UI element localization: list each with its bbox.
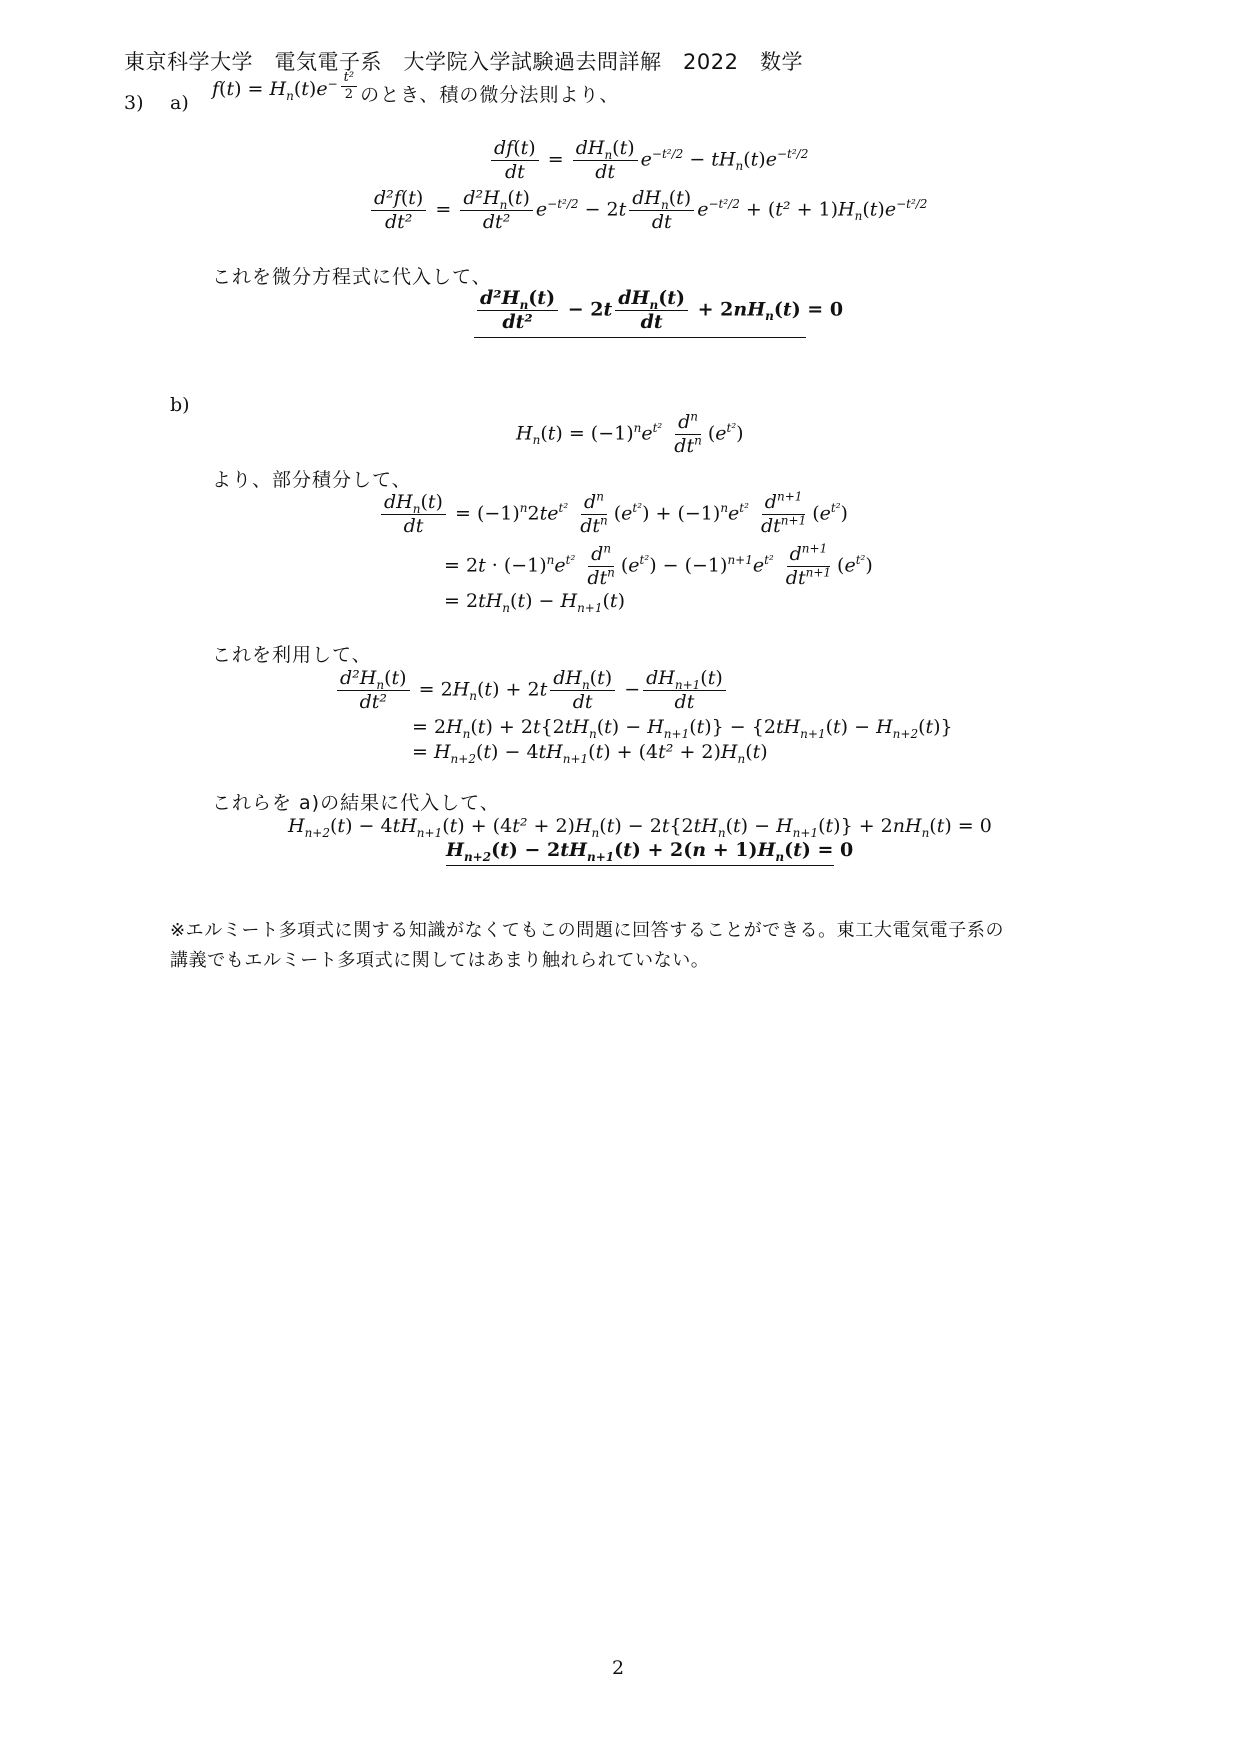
equation-dHn-line3: = $2tH_n(t) - H_{n+1}(t)$ [444, 590, 625, 615]
hermite-definition: $H_n(t) = (-1)^ne^{t^2}$ $\frac{d^n}{dt^n}$ $(e^{t^2})$ [516, 409, 744, 457]
part-b-substitute-text: これらを a)の結果に代入して、 [212, 792, 500, 814]
equation-d2Hn-line1: $\frac{d^2H_n(t)}{\text{dt²}}$ = $2H_n(t) + 2t$ $\frac{dH_n(t)}{dt}$ − $\frac{dH_{n+1}(t)}{dt}$ [334, 668, 729, 713]
equation-d2Hn-line3: = $H_{n+2}(t) - 4tH_{n+1}(t) + (4t^2 + 2)H_n(t)$ [412, 741, 768, 766]
equation-dHn-line2: = $2t \cdot (-1)^ne^{t^2}$ $\frac{d^n}{dt^n}$ $(e^{t^2}) - (-1)^{n+1}e^{t^2}$ $\frac{d^{n+1}}{dt^{n+1}}$ $(e^{t^2})$ [444, 541, 873, 589]
equation-first-derivative: $\frac{df(t)}{dt}$ = $\frac{dH_n(t)}{dt}$ $e^{-t^2/2} - tH_n(t)e^{-t^2/2}$ [488, 138, 808, 183]
part-a-substitute-text: これを微分方程式に代入して、 [212, 266, 492, 288]
part-b-result: $H_{n+2}(t) - 2tH_{n+1}(t) + 2(n + 1)H_n(t) = 0$ [446, 839, 834, 866]
page-number: 2 [612, 1657, 625, 1679]
equation-dHn-line1: $\frac{dH_n(t)}{dt}$ = $(-1)^n2te^{t^2}$ $\frac{d^n}{dt^n}$ $(e^{t^2}) + (-1)^ne^{t^2}$ $\frac{d^{n+1}}{dt^{n+1}}$ $(e^{t^2})$ [378, 492, 848, 537]
note-line-2: 講義でもエルミート多項式に関してはあまり触れられていない。 [170, 950, 710, 971]
part-a-label: a) [170, 92, 189, 114]
part-a-intro-text: のとき、積の微分法則より、 [360, 84, 620, 107]
problem-number: 3) [124, 92, 144, 114]
equation-second-derivative: $\frac{\text{d²f(t)}}{\text{dt²}}$ = $\frac{d^2H_n(t)}{\text{dt²}}$ $e^{-t^2/2} - 2t$ $\frac{dH_n(t)}{dt}$ $e^{-t^2/2} + (t^2 + 1)H_n(t)e^{-t^2/2}$ [368, 188, 927, 233]
page-header-title: 東京科学大学 電気電子系 大学院入学試験過去問詳解 2022 数学 [124, 50, 803, 74]
part-b-integration-text: より、部分積分して、 [212, 469, 412, 491]
equation-d2Hn-line2: = $2H_n(t) + 2t\{2tH_n(t) - H_{n+1}(t)\} - \{2tH_{n+1}(t) - H_{n+2}(t)\}$ [412, 716, 953, 741]
part-a-definition: $f(t) = H_n(t)e^{- \frac{\text{t²}}{2}}$ のとき、積の微分法則より、 [212, 69, 620, 107]
part-b-use-text: これを利用して、 [212, 644, 372, 666]
note-block [170, 916, 1004, 976]
note-line-1: ※エルミート多項式に関する知識がなくてもこの問題に回答することができる。東工大電気電子系の [170, 920, 1005, 941]
part-b-label: b) [170, 394, 190, 416]
part-a-result: $\frac{d^2H_n(t)}{\text{dt²}}$ − 2t $\frac{dH_n(t)}{dt}$ + $2nH_n(t) = 0$ [474, 288, 806, 338]
equation-substituted: $H_{n+2}(t) - 4tH_{n+1}(t) + (4t^2 + 2)H_n(t) - 2t\{2tH_n(t) - H_{n+1}(t)\} + 2nH_n(t) = 0$ [288, 815, 992, 840]
